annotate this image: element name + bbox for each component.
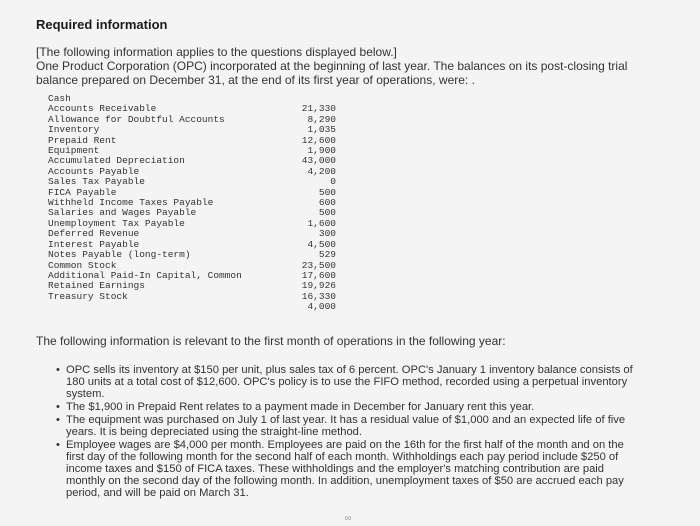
account-name: Allowance for Doubtful Accounts (48, 113, 225, 125)
account-amount: 529 (318, 249, 336, 261)
account-amount: 17,600 (301, 269, 336, 281)
balance-row (48, 250, 336, 260)
account-name: Interest Payable (48, 238, 140, 250)
account-name: Treasury Stock (48, 290, 128, 302)
account-amount: 600 (318, 197, 336, 209)
account-amount: 8,290 (307, 113, 336, 125)
account-amount: 16,330 (301, 290, 336, 302)
account-amount: 43,000 (301, 155, 336, 167)
bullet-prepaid-rent: • The $1,900 in Prepaid Rent relates to a payment made in December for January rent this year. (58, 401, 636, 413)
bullet-equipment: • The equipment was purchased on July 1 of last year. It has a residual value of $1,000 and an expected life of five years. It is being depreciated using the straight-line method. (58, 414, 636, 438)
trial-balance-list (48, 94, 336, 313)
section-title: Required information (36, 17, 168, 32)
account-amount: 4,200 (307, 165, 336, 177)
intro-text (36, 45, 666, 87)
account-name: Notes Payable (long-term) (48, 249, 191, 261)
account-amount: 300 (318, 228, 336, 240)
account-name: Unemployment Tax Payable (48, 217, 185, 229)
account-name: Cash (48, 93, 71, 104)
link-icon[interactable]: ∞ (344, 513, 352, 524)
account-name: Accumulated Depreciation (48, 155, 185, 167)
balance-row (48, 302, 336, 312)
account-name: Accounts Payable (48, 165, 140, 177)
account-amount: 21,330 (301, 103, 336, 115)
account-amount: 500 (318, 207, 336, 219)
account-name: Retained Earnings (48, 280, 145, 292)
account-amount: 4,500 (307, 238, 336, 250)
account-name: Additional Paid-In Capital, Common (48, 269, 242, 281)
followup-text: The following information is relevant to the first month of operations in the following year: (36, 334, 506, 348)
account-name: Prepaid Rent (48, 134, 117, 146)
account-amount: 19,926 (301, 280, 336, 292)
account-amount: 1,600 (307, 217, 336, 229)
account-name: Deferred Revenue (48, 228, 140, 240)
account-amount: 500 (318, 186, 336, 198)
account-name: Sales Tax Payable (48, 176, 145, 188)
info-bullet-list (58, 364, 636, 500)
intro-note: [The following information applies to the questions displayed below.] (36, 45, 397, 59)
account-name: Accounts Receivable (48, 103, 157, 115)
account-name: Withheld Income Taxes Payable (48, 197, 214, 209)
account-amount: 12,600 (301, 134, 336, 146)
account-amount: 1,035 (307, 124, 336, 136)
account-amount: 0 (330, 176, 336, 188)
account-amount: 4,000 (307, 301, 336, 313)
account-amount: 1,900 (307, 145, 336, 157)
account-name: Inventory (48, 124, 100, 136)
balance-row (48, 292, 336, 302)
intro-description: One Product Corporation (OPC) incorporated at the beginning of last year. The balances on its post-closing trial balance prepared on December 31, at the end of its first year of operations, were: . (36, 59, 628, 87)
account-name: Salaries and Wages Payable (48, 207, 197, 219)
bullet-inventory: • OPC sells its inventory at $150 per unit, plus sales tax of 6 percent. OPC's January 1 inventory balance consists of 180 units at a total cost of $12,600. OPC's policy is to use the FIFO method, recorded using a perpetual inventory system. (58, 364, 636, 400)
account-name: Equipment (48, 145, 100, 157)
account-name: FICA Payable (48, 186, 117, 198)
account-name: Common Stock (48, 259, 117, 271)
account-amount: 23,500 (301, 259, 336, 271)
bullet-wages: • Employee wages are $4,000 per month. Employees are paid on the 16th for the first half of the month and on the first day of the following month for the second half of each month. Withholdings each pay period include $250 of income taxes and $150 of FICA taxes. These withholdings and the employer's matching contribution are paid monthly on the second day of the following month. In addition, unemployment taxes of $50 are accrued each pay period, and will be paid on March 31. (58, 439, 636, 499)
